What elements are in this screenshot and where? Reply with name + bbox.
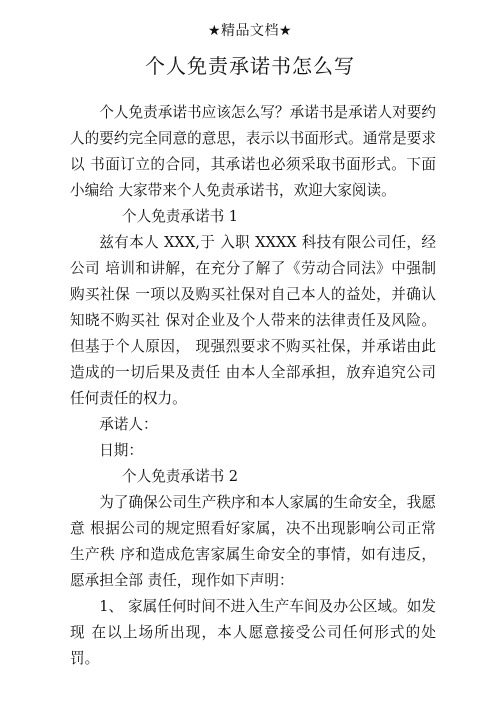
page-title: 个人免责承诺书怎么写 [145,54,355,78]
section-heading-2: 个人免责承诺书 2 [122,468,239,485]
document-body [70,100,436,672]
section-1-paragraph: 兹有本人 XXX,于 入职 XXXX 科技有限公司任，经公司 培训和讲解，在充分了解了《劳动合同法》中强制购买社保 一项以及购买社保对自己本人的益处，并确认知晓不购买社 保对企业及个人带来的法律责任及风险。但基于个人原因， 现强烈要求不购买社保，并承诺由此造成的一切后果及责任 由本人全部承担，放弃追究公司任何责任的权力。 [70,234,436,407]
section-2-paragraph: 为了确保公司生产秩序和本人家属的生命安全，我愿意 根据公司的规定照看好家属，决不出现影响公司正常生产秩 序和造成危害家属生命安全的事情，如有违反，愿承担全部 责任，现作如下声明： [70,494,436,589]
signer-label: 承诺人： [99,416,158,433]
date-label: 日期： [99,442,143,459]
section-heading-1: 个人免责承诺书 1 [122,208,239,225]
header-label: ★精品文档★ [207,23,293,39]
intro-paragraph: 个人免责承诺书应该怎么写？承诺书是承诺人对要约 人的要约完全同意的意思，表示以书面形式。通常是要求以 书面订立的合同，其承诺也必须采取书面形式。下面小编给 大家带来个人免责承诺书，欢迎大家阅读。 [70,104,436,199]
declaration-item-1: 1、 家属任何时间不进入生产车间及办公区域。如发现 在以上场所出现，本人愿意接受公司任何形式的处罚。 [70,598,436,667]
